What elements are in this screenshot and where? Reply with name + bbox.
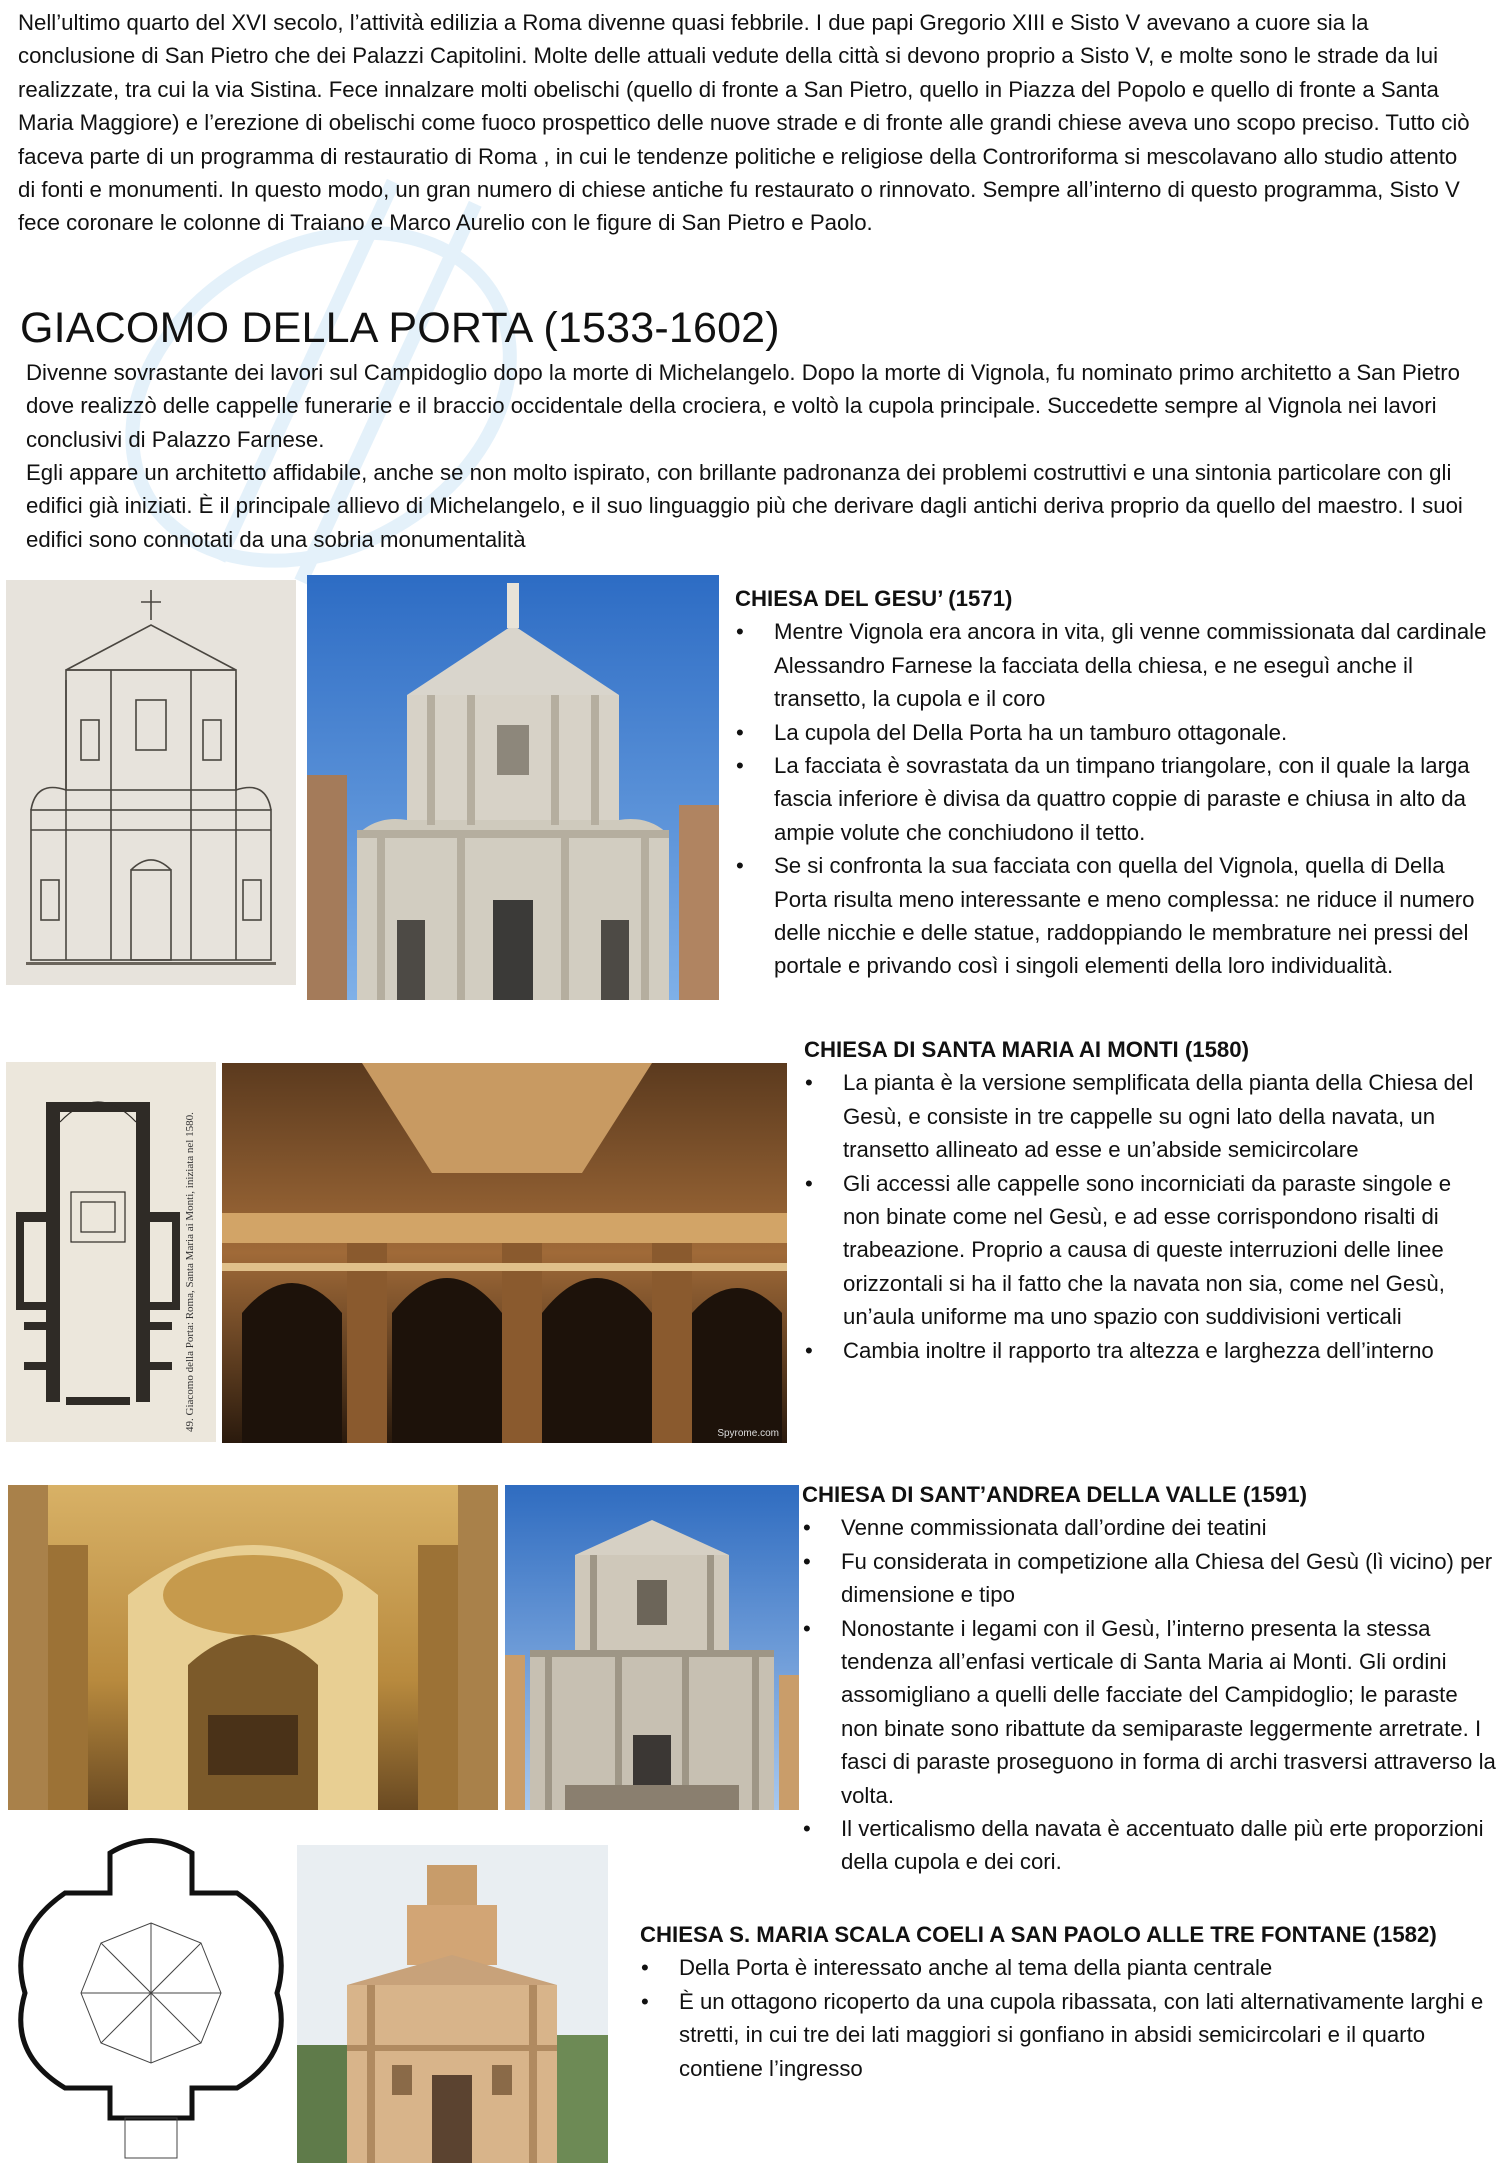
section-title-scala-coeli: CHIESA S. MARIA SCALA COELI A SAN PAOLO ALLE TRE FONTANE (1582) [640, 1922, 1437, 1947]
list-item: • La cupola del Della Porta ha un tamburo ottagonale. [735, 716, 1495, 749]
section-sant-andrea [802, 1478, 1497, 1879]
bullet-list-sant-andrea [802, 1511, 1497, 1878]
list-item: • Mentre Vignola era ancora in vita, gli venne commissionata dal cardinale Alessandro Farnese la facciata della chiesa, e ne eseguì anche il transetto, la cupola e il coro [735, 615, 1495, 715]
sant-andrea-facade [505, 1485, 799, 1810]
bio-paragraph-1: Divenne sovrastante dei lavori sul Campidoglio dopo la morte di Michelangelo. Dopo la morte di Vignola, fu nominato primo architetto a San Pietro dove realizzò delle cappelle funerarie e il braccio occidentale della crociera, e voltò la cupola principale. Succedette sempre al Vignola nei lavori conclusivi di Palazzo Farnese. [26, 360, 1460, 452]
list-item: • La facciata è sovrastata da un timpano triangolare, con il quale la larga fascia inferiore è divisa da quattro coppie di paraste e chiusa in alto da ampie volute che conchiudono il tetto. [735, 749, 1495, 849]
section-gesu [735, 582, 1495, 983]
scala-coeli-plan [5, 1833, 297, 2163]
santa-maria-monti-plan [6, 1062, 216, 1442]
list-item: • Il verticalismo della navata è accentuato dalle più erte proporzioni della cupola e dei cori. [802, 1812, 1497, 1879]
list-item: • Della Porta è interessato anche al tema della pianta centrale [640, 1951, 1495, 1984]
page-heading: GIACOMO DELLA PORTA (1533-1602) [20, 304, 780, 352]
list-item: • Nonostante i legami con il Gesù, l’interno presenta la stessa tendenza all’enfasi verticale di Santa Maria ai Monti. Gli ordini assomigliano a quelli delle facciate del Campidoglio; le paraste non binate sono ribattute da semiparaste leggermente arretrate. I fasci di paraste proseguono in forma di archi trasversi attraverso la volta. [802, 1612, 1497, 1812]
list-item: • Gli accessi alle cappelle sono incorniciati da paraste singole e non binate come nel Gesù, e ad esse corrispondono risalti di trabeazione. Proprio a causa di queste interruzioni delle linee orizzontali si ha il fatto che la navata non sia, come nel Gesù, un’aula uniforme ma uno spazio con suddivisioni verticali [804, 1167, 1494, 1334]
bio-paragraph-2: Egli appare un architetto affidabile, anche se non molto ispirato, con brillante padronanza dei problemi costruttivi e una sintonia particolare con gli edifici già iniziati. È il principale allievo di Michelangelo, e il suo linguaggio più che derivare dagli antichi deriva proprio da quello del maestro. I suoi edifici sono connotati da una sobria monumentalità [26, 460, 1463, 552]
photo-credit: Spyrome.com [717, 1428, 779, 1439]
section-santa-maria-monti [804, 1033, 1494, 1367]
section-title-sant-andrea: CHIESA DI SANT’ANDREA DELLA VALLE (1591) [802, 1482, 1308, 1507]
sant-andrea-interior [8, 1485, 498, 1810]
list-item: • Cambia inoltre il rapporto tra altezza e larghezza dell’interno [804, 1334, 1494, 1367]
list-item: • È un ottagono ricoperto da una cupola ribassata, con lati alternativamente larghi e stretti, in cui tre dei lati maggiori si gonfiano in absidi semicircolari e il quarto contiene l’ingresso [640, 1985, 1495, 2085]
scala-coeli-photo [297, 1845, 608, 2163]
intro-paragraph: Nell’ultimo quarto del XVI secolo, l’attività edilizia a Roma divenne quasi febbrile. I due papi Gregorio XIII e Sisto V avevano a cuore sia la conclusione di San Pietro che dei Palazzi Capitolini. Molte delle attuali vedute della città si devono proprio a Sisto V, e molte sono le strade da lui realizzate, tra cui la via Sistina. Fece innalzare molti obelischi (quello di fronte a San Pietro, quello in Piazza del Popolo e quello di fronte a Santa Maria Maggiore) e l’erezione di obelischi come fuoco prospettico delle nuove strade e di fronte alle grandi chiese aveva uno scopo preciso. Tutto ciò faceva parte di un programma di restauratio di Roma , in cui le tendenze politiche e religiose della Controriforma si mescolavano allo studio attento di fonti e monumenti. In questo modo, un gran numero di chiese antiche fu restaurato o rinnovato. Sempre all’interno di questo programma, Sisto V fece coronare le colonne di Traiano e Marco Aurelio con le figure di San Pietro e Paolo. [18, 10, 1470, 236]
gesu-facade-engraving [6, 580, 296, 985]
section-title-gesu: CHIESA DEL GESU’ (1571) [735, 586, 1013, 611]
bullet-list-scala-coeli [640, 1951, 1495, 2085]
gesu-facade-photo [307, 575, 719, 1000]
list-item: • Venne commissionata dall’ordine dei teatini [802, 1511, 1497, 1544]
list-item: • Fu considerata in competizione alla Chiesa del Gesù (lì vicino) per dimensione e tipo [802, 1545, 1497, 1612]
list-item: • Se si confronta la sua facciata con quella del Vignola, quella di Della Porta risulta meno interessante e meno complessa: ne riduce il numero delle nicchie e delle statue, raddoppiando le membrature nei pressi del portale e privando così i singoli elementi della loro individualità. [735, 849, 1495, 983]
plan-caption: 49. Giacomo della Porta: Roma, Santa Maria ai Monti, iniziata nel 1580. [184, 1112, 196, 1432]
bullet-list-santa-maria-monti [804, 1066, 1494, 1367]
santa-maria-monti-interior [222, 1063, 787, 1443]
bullet-list-gesu [735, 615, 1495, 982]
section-title-santa-maria-monti: CHIESA DI SANTA MARIA AI MONTI (1580) [804, 1037, 1250, 1062]
list-item: • La pianta è la versione semplificata della pianta della Chiesa del Gesù, e consiste in tre cappelle su ogni lato della navata, un transetto allineato ad esse e un’abside semicircolare [804, 1066, 1494, 1166]
section-scala-coeli [640, 1918, 1495, 2085]
